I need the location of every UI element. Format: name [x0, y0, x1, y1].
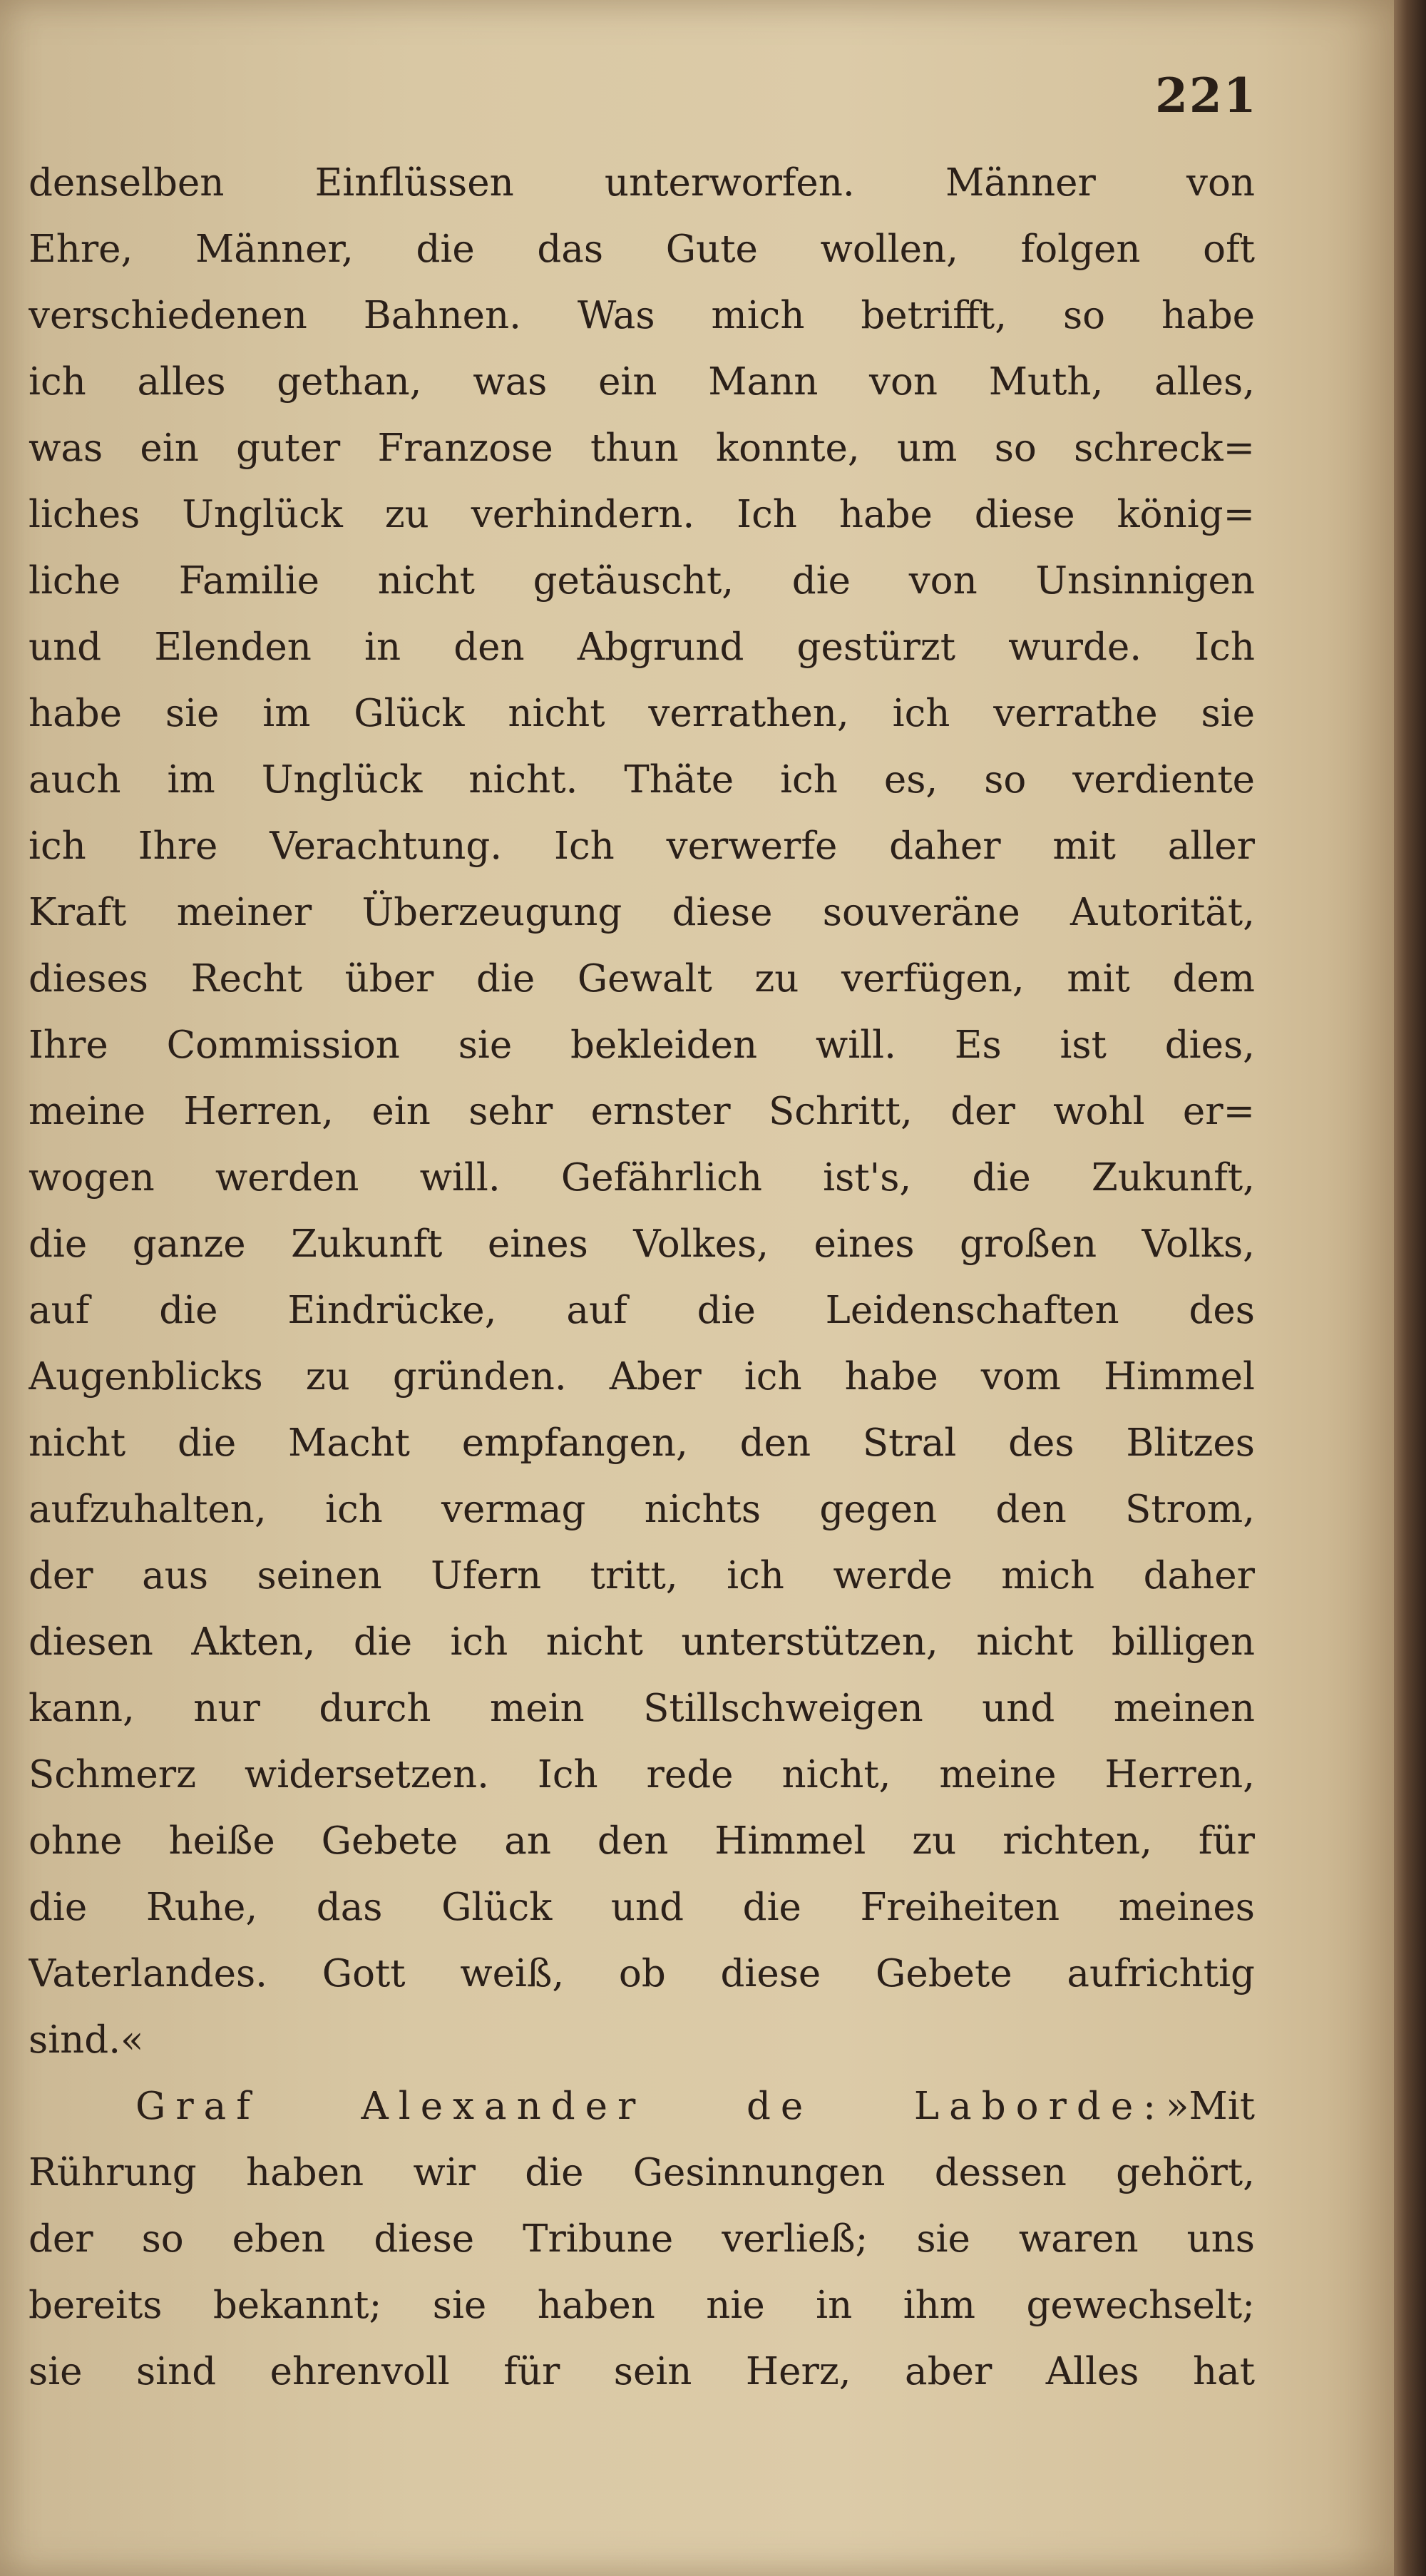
text-line: kann, nur durch mein Stillschweigen und meinen [29, 1687, 1255, 1730]
speaker-line [29, 2073, 1255, 2140]
text-line: sie sind ehrenvoll für sein Herz, aber Alles hat [29, 2350, 1255, 2393]
text-line: bereits bekannt; sie haben nie in ihm gewechselt; [29, 2284, 1255, 2327]
text-line: auf die Eindrücke, auf die Leidenschaften des [29, 1289, 1255, 1332]
text-line: sind.« [29, 2018, 144, 2062]
text-line: liche Familie nicht getäuscht, die von Unsinnigen [29, 559, 1255, 603]
text-line: nicht die Macht empfangen, den Stral des Blitzes [29, 1421, 1255, 1465]
text-line: habe sie im Glück nicht verrathen, ich verrathe sie [29, 692, 1255, 735]
text-line: auch im Unglück nicht. Thäte ich es, so verdiente [29, 758, 1255, 802]
text-line: und Elenden in den Abgrund gestürzt wurde. Ich [29, 625, 1255, 669]
text-line: aufzuhalten, ich vermag nichts gegen den Strom, [29, 1488, 1255, 1531]
body-text [29, 150, 1255, 2405]
speech-start: »Mit [1166, 2085, 1255, 2128]
text-line: meine Herren, ein sehr ernster Schritt, der wohl er= [29, 1090, 1255, 1133]
text-line: der so eben diese Tribune verließ; sie waren uns [29, 2217, 1255, 2261]
text-line: ich alles gethan, was ein Mann von Muth, alles, [29, 360, 1255, 404]
text-line: Kraft meiner Überzeugung diese souveräne Autorität, [29, 891, 1255, 934]
text-line: verschiedenen Bahnen. Was mich betrifft, so habe [29, 294, 1255, 337]
text-line: der aus seinen Ufern tritt, ich werde mich daher [29, 1554, 1255, 1598]
text-line: Schmerz widersetzen. Ich rede nicht, meine Herren, [29, 1753, 1255, 1796]
text-line: diesen Akten, die ich nicht unterstützen, nicht billigen [29, 1620, 1255, 1664]
text-line: Augenblicks zu gründen. Aber ich habe vom Himmel [29, 1355, 1255, 1399]
text-line: Ehre, Männer, die das Gute wollen, folgen oft [29, 228, 1255, 271]
text-line: Ihre Commission sie bekleiden will. Es ist dies, [29, 1023, 1255, 1067]
book-page-edge [1394, 0, 1426, 2576]
speaker-name: Graf Alexander de Laborde: [135, 2085, 1166, 2128]
text-line: was ein guter Franzose thun konnte, um so schreck= [29, 426, 1255, 470]
text-line: ohne heiße Gebete an den Himmel zu richten, für [29, 1819, 1255, 1863]
text-line: Vaterlandes. Gott weiß, ob diese Gebete aufrichtig [29, 1952, 1255, 1995]
page-number: 221 [1155, 68, 1258, 123]
text-line: Rührung haben wir die Gesinnungen dessen gehört, [29, 2151, 1255, 2194]
text-line: denselben Einflüssen unterworfen. Männer von [29, 161, 1255, 205]
text-line: die ganze Zukunft eines Volkes, eines großen Volks, [29, 1222, 1255, 1266]
text-line: die Ruhe, das Glück und die Freiheiten meines [29, 1886, 1255, 1929]
text-line: liches Unglück zu verhindern. Ich habe diese könig= [29, 493, 1255, 536]
text-line: wogen werden will. Gefährlich ist's, die Zukunft, [29, 1156, 1255, 1200]
text-line: ich Ihre Verachtung. Ich verwerfe daher mit aller [29, 824, 1255, 868]
text-line: dieses Recht über die Gewalt zu verfügen, mit dem [29, 957, 1255, 1001]
